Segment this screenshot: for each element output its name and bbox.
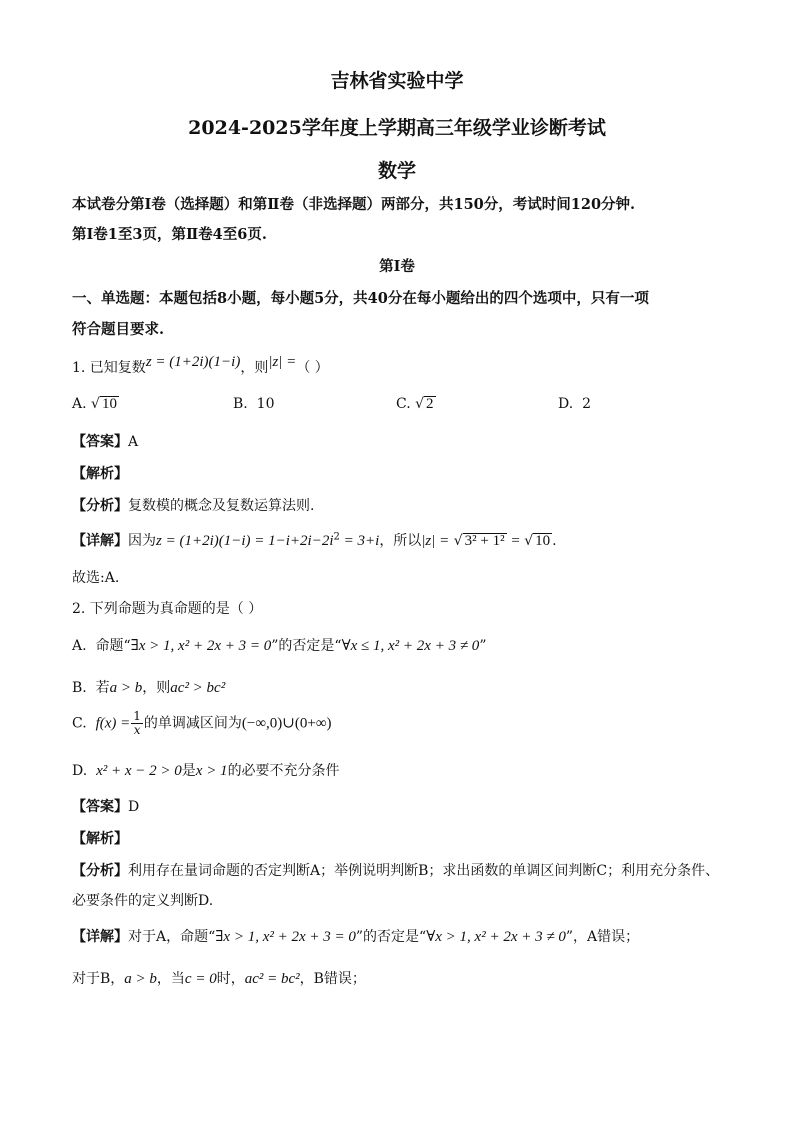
q1-option-d: D. 2 [558,396,592,412]
question-1-paren: （ ） [296,360,329,376]
q2-fenxi-line-2: 必要条件的定义判断D. [72,893,214,909]
q2-option-c: C. f(x) = $\frac{1}{x}$ 的单调减区间为(−∞,0)∪(0+∞) [72,709,332,737]
intro-line-1: 本试卷分第Ⅰ卷（选择题）和第Ⅱ卷（非选择题）两部分，共150分，考试时间120分钟. [72,196,636,213]
subject-title: 数学 [377,160,416,182]
q1-conclusion: 故选:A. [72,570,120,586]
q1-option-b: B. 10 [233,396,275,412]
question-1-stem [72,354,329,377]
q2-detail-a: 【详解】对于A，命题“∃x > 1, x² + 2x + 3 = 0”的否定是“∀x > 1, x² + 2x + 3 ≠ 0”，A错误； [72,929,640,945]
intro-line-2: 第Ⅰ卷1至3页，第Ⅱ卷4至6页. [72,226,267,243]
sqrt-value: 10 [101,396,117,412]
question-2-stem: 2. 下列命题为真命题的是（ ） [72,601,263,617]
question-1-lead: 1. 已知复数 [72,360,146,376]
q1-option-a: A. √ 10 [72,396,117,412]
question-1-mid: ，则 [240,360,269,376]
section-heading-line-1: 一、单选题：本题包括8小题，每小题5分，共40分在每小题给出的四个选项中，只有一项 [72,290,649,307]
section-heading-line-2: 符合题目要求. [72,321,165,338]
part-title: 第Ⅰ卷 [379,258,415,275]
q2-fenxi-line-1: 【分析】利用存在量词命题的否定判断A；举例说明判断B；求出函数的单调区间判断C；利用充分条件、 [72,863,720,879]
q1-fenxi: 【分析】复数模的概念及复数运算法则. [72,498,315,514]
q2-analysis-tag: 【解析】 [72,831,128,847]
sqrt-value: 2 [426,396,434,412]
q1-detail: 【详解】因为$z = (1+2i)(1-i) = 1-i+2i-2i^2 = 3+i$，所以|z| = √ 3² + 1² = √ 10 . [72,531,557,549]
q1-answer: 【答案】A [72,434,139,450]
fraction: $\frac{1}{x}$ [133,709,141,737]
q2-option-a: A. 命题“∃x > 1, x² + 2x + 3 = 0”的否定是“∀x ≤ 1, x² + 2x + 3 ≠ 0” [72,638,487,654]
q1-option-c: C. √ 2 [396,396,434,412]
question-1-modulus: |z| = [268,354,297,370]
q2-detail-b: 对于B，a > b，当c = 0时，ac² = bc²，B错误； [72,971,366,987]
question-1-expression: z = (1+2i)(1−i) [145,354,241,370]
q2-option-b: B. 若a > b，则ac² > bc² [72,680,226,696]
q2-answer: 【答案】D [72,799,140,815]
exam-title: 2024-2025学年度上学期高三年级学业诊断考试 [188,117,606,139]
school-title: 吉林省实验中学 [330,70,464,92]
q1-analysis-tag: 【解析】 [72,466,128,482]
q2-option-d: D. x² + x − 2 > 0是x > 1的必要不充分条件 [72,763,340,779]
